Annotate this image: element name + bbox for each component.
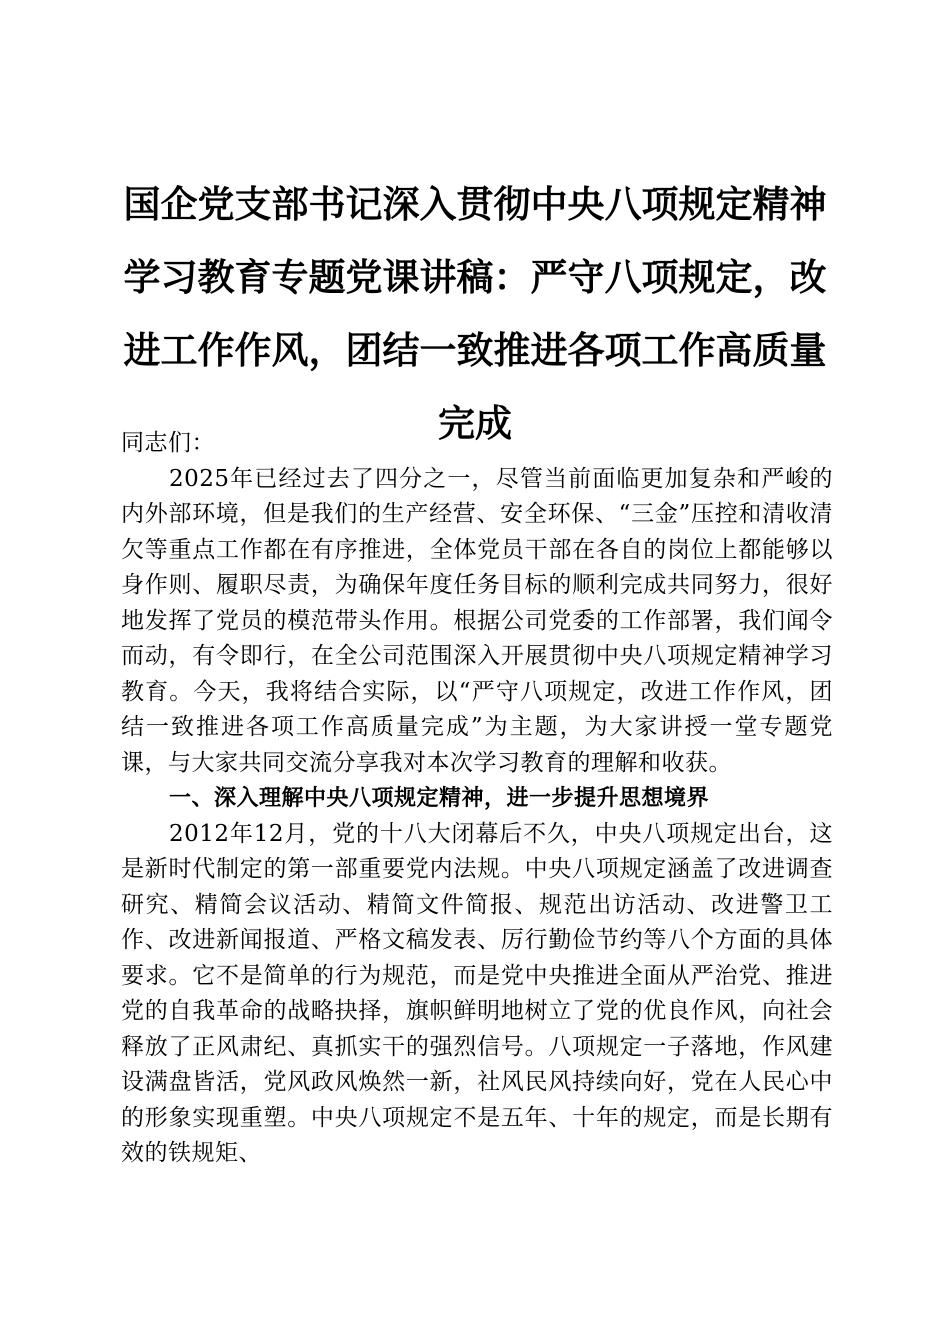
section-heading-1: 一、深入理解中央八项规定精神，进一步提升思想境界	[169, 786, 710, 811]
salutation: 同志们：	[121, 430, 215, 456]
document-title: 国企党支部书记深入贯彻中央八项规定精神学习教育专题党课讲稿：严守八项规定，改进工作作风，团结一致推进各项工作高质量完成	[123, 183, 827, 445]
document-body	[121, 426, 833, 1172]
intro-paragraph: 2025年已经过去了四分之一，尽管当前面临更加复杂和严峻的内外部环境，但是我们的生产经营、安全环保、“三金”压控和清收清欠等重点工作都在有序推进，全体党员干部在各自的岗位上都能够以身作则、履职尽责，为确保年度任务目标的顺利完成共同努力，很好地发挥了党员的模范带头作用。根据公司党委的工作部署，我们闻令而动，有令即行，在全公司范围深入开展贯彻中央八项规定精神学习教育。今天，我将结合实际，以“严守八项规定，改进工作作风，团结一致推进各项工作高质量完成”为主题，为大家讲授一堂专题党课，与大家共同交流分享我对本次学习教育的理解和收获。	[121, 465, 833, 776]
section-1-paragraph-1: 2012年12月，党的十八大闭幕后不久，中央八项规定出台，这是新时代制定的第一部重要党内法规。中央八项规定涵盖了改进调查研究、精简会议活动、精简文件简报、规范出访活动、改进警卫工作、改进新闻报道、严格文稿发表、厉行勤俭节约等八个方面的具体要求。它不是简单的行为规范，而是党中央推进全面从严治党、推进党的自我革命的战略抉择，旗帜鲜明地树立了党的优良作风，向社会释放了正风肃纪、真抓实干的强烈信号。八项规定一子落地，作风建设满盘皆活，党风政风焕然一新，社风民风持续向好，党在人民心中的形象实现重塑。中央八项规定不是五年、十年的规定，而是长期有效的铁规矩、	[121, 820, 833, 1166]
